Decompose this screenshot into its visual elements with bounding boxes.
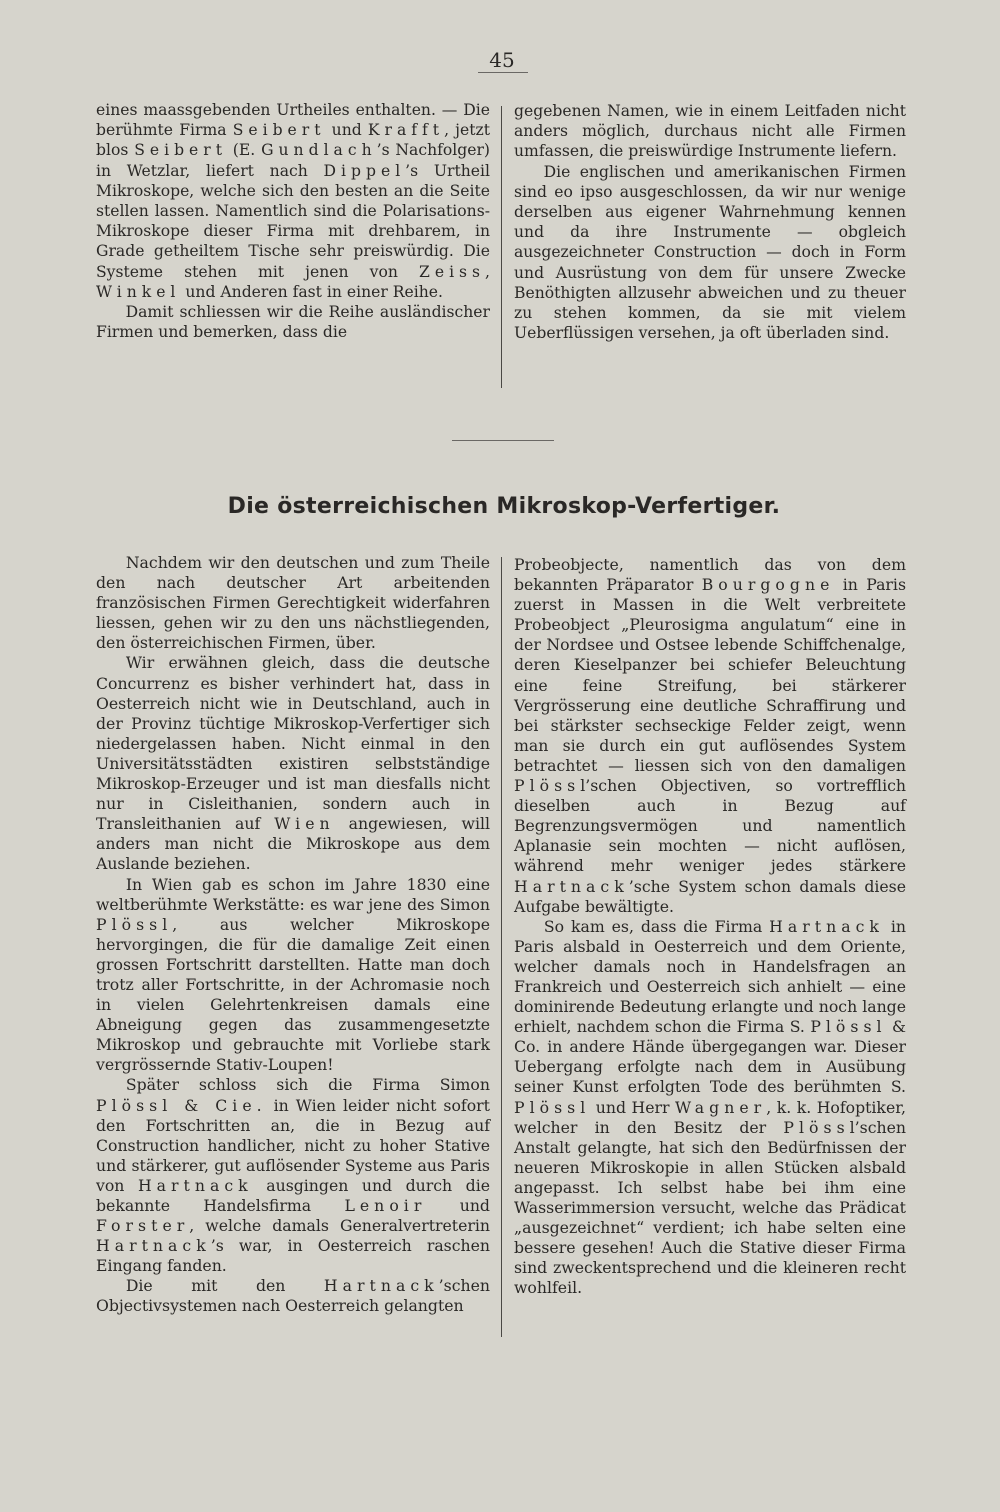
spaced-name: Gundlach [261, 141, 377, 160]
section-rule [452, 440, 554, 441]
column-divider-bottom [501, 557, 502, 1337]
text-run: ’s war, in Oesterreich raschen Eingang fanden. [96, 1236, 490, 1276]
text-run: , aus welcher Mikroskope hervorgingen, die für die damalige Zeit einen grossen Fortschritt darstellten. Hatte man doch trotz aller Fortschritte, in der Achromasie noch in vielen Gelehrtenkreisen damals eine Abneigung gegen das zusammengesetzte Mikroskop und gebrauchte mit Vorliebe stark vergrössernde Stativ-Loupen! [96, 914, 490, 1075]
text-run: Wir erwähnen gleich, dass die deutsche Concurrenz es bisher verhindert hat, dass in Oesterreich nicht wie in Deutschland, auch in der Provinz tüchtige Mikroskop-Verfertiger sich niedergelassen haben. Nicht einmal in den Universitätsstädten existiren selbstständige Mikroskop-Erzeuger und ist man diesfalls nicht nur in Cisleithanien, sondern auch in Transleithanien auf [96, 653, 490, 834]
text-run: eines maassgebenden Urtheiles enthalten. — Die berühmte Firma [96, 101, 490, 140]
text-run: Damit schliessen wir die Reihe ausländischer Firmen und bemerken, dass die [96, 303, 490, 342]
spaced-name: Lenoir [344, 1196, 427, 1215]
paragraph [96, 100, 490, 302]
text-run: So kam es, dass die Firma [543, 916, 770, 936]
text-run: gegebenen Namen, wie in einem Leitfaden nicht anders möglich, durchaus nicht alle Firmen umfassen, die preiswürdige Instrumente liefern. [514, 102, 906, 161]
spaced-name: Hartnack [137, 1175, 253, 1195]
text-run: und Herr [590, 1097, 676, 1117]
text-run: angewiesen, will anders man nicht die Mikroskope aus dem Auslande beziehen. [96, 814, 491, 874]
text-run: in Paris alsbald in Oesterreich und dem Oriente, welcher damals noch in Handelsfragen an Frankreich und Oesterreich sich anhielt — eine dominirende Bedeutung erlangte und noch lange erhielt, nachdem schon die Firma S. [514, 916, 906, 1037]
spaced-name: Hartnack [514, 876, 629, 896]
text-run: Nachdem wir den deutschen und zum Theile den nach deutscher Art arbeitenden französischen Firmen Gerechtigkeit widerfahren liessen, gehen wir zu den uns nächstliegenden, den österreichischen Firmen, über. [96, 553, 490, 653]
paragraph [96, 553, 490, 653]
spaced-name: Dippel [323, 161, 406, 180]
paragraph [514, 555, 906, 917]
text-run: Die mit den [125, 1276, 324, 1296]
paragraph [96, 1075, 490, 1276]
page-number-rule [478, 72, 528, 73]
spaced-name: Bourgogne [701, 575, 835, 595]
text-run: Probeobjecte, namentlich das von dem bekannten Präparator [514, 555, 906, 595]
spaced-name: Plössl [514, 1097, 591, 1117]
text-run: und [325, 121, 368, 140]
spaced-name: Seibert [232, 121, 326, 140]
text-run: und Anderen fast in einer Reihe. [180, 282, 443, 301]
spaced-name: Hartnack [769, 916, 884, 936]
page-number: 45 [489, 48, 515, 72]
text-run: & Co. in andere Hände übergegangen war. Dieser Uebergang erfolgte nach dem in Ausübung seiner Kunst erfolgten Tode des berühmten S. [514, 1017, 906, 1097]
text-run: ’schen Objectivsystemen nach Oesterreich gelangten [96, 1276, 490, 1316]
text-run: in Wien leider nicht sofort den Fortschritten an, die in Bezug auf Construction handlicher, nicht zu hoher Stative und stärkerer, gut auflösender Systeme aus Paris von [96, 1095, 490, 1195]
text-run: In Wien gab es schon im Jahre 1830 eine weltberühmte Werkstätte: es war jene des Simon [96, 874, 490, 914]
paragraph [514, 162, 906, 344]
paragraph [514, 101, 906, 162]
text-run: ’sche System schon damals diese Aufgabe bewältigte. [514, 876, 906, 916]
spaced-name: Krafft [367, 121, 445, 140]
text-run: ’s Urtheil Mikroskope, welche sich den besten an die Seite stellen lassen. Namentlich sind die Polarisations-Mikroskope dieser Firma mit drehbarem, in Grade getheiltem Tische sehr preiswürdig. Die Systeme stehen mit jenen von [96, 161, 490, 281]
spaced-name: Plöss [783, 1117, 850, 1137]
text-run: l’schen Objectiven, so vortrefflich dieselben auch in Bezug auf Begrenzungsvermögen und namentlich Aplanasie sein mochten — nicht auflösen, während mehr weniger jedes stärkere [514, 776, 906, 876]
text-run: (E. [226, 141, 262, 160]
paragraph [96, 302, 490, 342]
spaced-name: Seibert [134, 141, 227, 160]
text-run: , [485, 262, 490, 281]
top-left-column [96, 100, 490, 342]
text-run: in Paris zuerst in Massen in die Welt verbreitete Probeobject „Pleurosigma angulatum“ eine in der Nordsee und Ostsee lebende Schiffchenalge, deren Kieselpanzer bei schiefer Beleuchtung eine feine Streifung, bei stärkerer Vergrösserung eine deutliche Schraffirung und bei stärkster sechseckige Felder zeigt, wenn man sie durch ein gut auflösendes System betrachtet — liessen sich von den damaligen [514, 575, 906, 775]
top-right-column [514, 101, 906, 343]
spaced-name: Plössl [96, 914, 173, 934]
text-run: und [426, 1196, 490, 1215]
spaced-name: Plöss [514, 776, 581, 796]
section-left-column [96, 553, 490, 1317]
text-run: , k. k. Hofoptiker, welcher in den Besitz der [514, 1097, 906, 1137]
column-divider-top [501, 106, 502, 388]
text-run: ’s Nachfolger) in Wetzlar, liefert nach [96, 141, 491, 180]
spaced-name: Zeiss [419, 262, 486, 281]
spaced-name: Wien [274, 814, 335, 834]
section-right-column [514, 555, 906, 1298]
paragraph [96, 875, 490, 1076]
text-run: , welche damals Generalvertreterin [189, 1216, 490, 1236]
text-run: Die englischen und amerikanischen Firmen sind eo ipso ausgeschlossen, da wir nur wenige derselben aus eigener Wahrnehmung kennen und da ihre Instrumente — obgleich ausgezeichneter Construction — doch in Form und Ausrüstung von dem für unsere Zwecke Benöthigten allzusehr abweichen und zu theuer zu stehen kommen, da sie mit vielem Ueberflüssigen versehen, ja oft überladen sind. [514, 162, 906, 343]
spaced-name: Forster [96, 1216, 190, 1236]
spaced-name: Winkel [96, 282, 181, 301]
spaced-name: Hartnack [323, 1276, 439, 1296]
paragraph [514, 917, 906, 1299]
text-run: l’schen Anstalt gelangte, hat sich den Bedürfnissen der neueren Mikroskopie in allen Stücken alsbald angepasst. Ich selbst habe bei ihm eine Wasserimmersion versucht, welche das Prädicat „ausgezeichnet“ verdient; ich habe selten eine bessere gesehen! Auch die Stative dieser Firma sind zweckentsprechend und die kleineren recht wohlfeil. [514, 1117, 906, 1298]
spaced-name: Hartnack [96, 1236, 211, 1256]
text-run: , jetzt blos [96, 121, 490, 160]
paragraph [96, 653, 490, 874]
section-title: Die österreichischen Mikroskop-Verfertiger. [227, 494, 781, 519]
paragraph [96, 1276, 490, 1316]
spaced-name: Plössl [810, 1017, 887, 1037]
text-run: ausgingen und durch die bekannte Handelsfirma [96, 1175, 491, 1215]
text-run: Später schloss sich die Firma Simon [125, 1075, 490, 1095]
spaced-name: Plössl & Cie. [96, 1095, 267, 1115]
spaced-name: Wagner [675, 1097, 767, 1117]
